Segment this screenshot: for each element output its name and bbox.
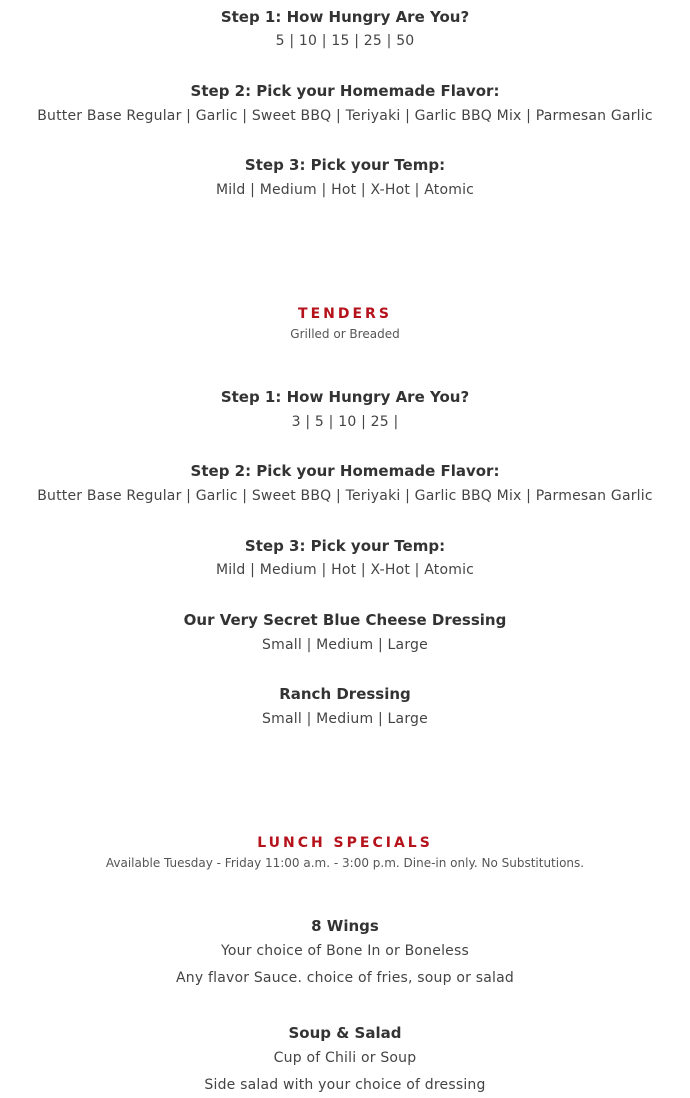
tenders-subtitle: Grilled or Breaded (290, 327, 400, 341)
tenders-step1-title: Step 1: How Hungry Are You? (220, 388, 470, 406)
ranch-dressing-title: Ranch Dressing (279, 685, 411, 703)
lunch-specials-subtitle: Available Tuesday - Friday 11:00 a.m. - 3:00 p.m. Dine-in only. No Substitutions. (105, 856, 585, 870)
blue-cheese-dressing-title: Our Very Secret Blue Cheese Dressing (183, 611, 507, 629)
wings-step2-options: Butter Base Regular | Garlic | Sweet BBQ | Teriyaki | Garlic BBQ Mix | Parmesan Garlic (37, 108, 653, 124)
lunch-item-title: Soup & Salad (288, 1024, 402, 1042)
tenders-step2-title: Step 2: Pick your Homemade Flavor: (190, 462, 500, 480)
lunch-item-line: Cup of Chili or Soup (273, 1050, 417, 1066)
wings-step1-title: Step 1: How Hungry Are You? (220, 8, 470, 26)
lunch-item-title: 8 Wings (311, 917, 379, 935)
lunch-item-line: Any flavor Sauce. choice of fries, soup or salad (176, 970, 514, 986)
lunch-item-line: Side salad with your choice of dressing (204, 1077, 486, 1093)
ranch-dressing-sizes: Small | Medium | Large (262, 711, 428, 727)
tenders-step3-options: Mild | Medium | Hot | X-Hot | Atomic (215, 562, 475, 578)
blue-cheese-dressing-sizes: Small | Medium | Large (262, 637, 428, 653)
tenders-heading: TENDERS (298, 306, 392, 322)
tenders-step3-title: Step 3: Pick your Temp: (244, 537, 446, 555)
wings-step3-title: Step 3: Pick your Temp: (244, 156, 446, 174)
lunch-specials-heading: LUNCH SPECIALS (257, 835, 433, 851)
lunch-item-line: Your choice of Bone In or Boneless (221, 943, 469, 959)
wings-step3-options: Mild | Medium | Hot | X-Hot | Atomic (215, 182, 475, 198)
wings-step2-title: Step 2: Pick your Homemade Flavor: (190, 82, 500, 100)
tenders-step2-options: Butter Base Regular | Garlic | Sweet BBQ | Teriyaki | Garlic BBQ Mix | Parmesan Garlic (37, 488, 653, 504)
tenders-step1-options: 3 | 5 | 10 | 25 | (291, 414, 399, 430)
wings-step1-options: 5 | 10 | 15 | 25 | 50 (275, 33, 415, 49)
